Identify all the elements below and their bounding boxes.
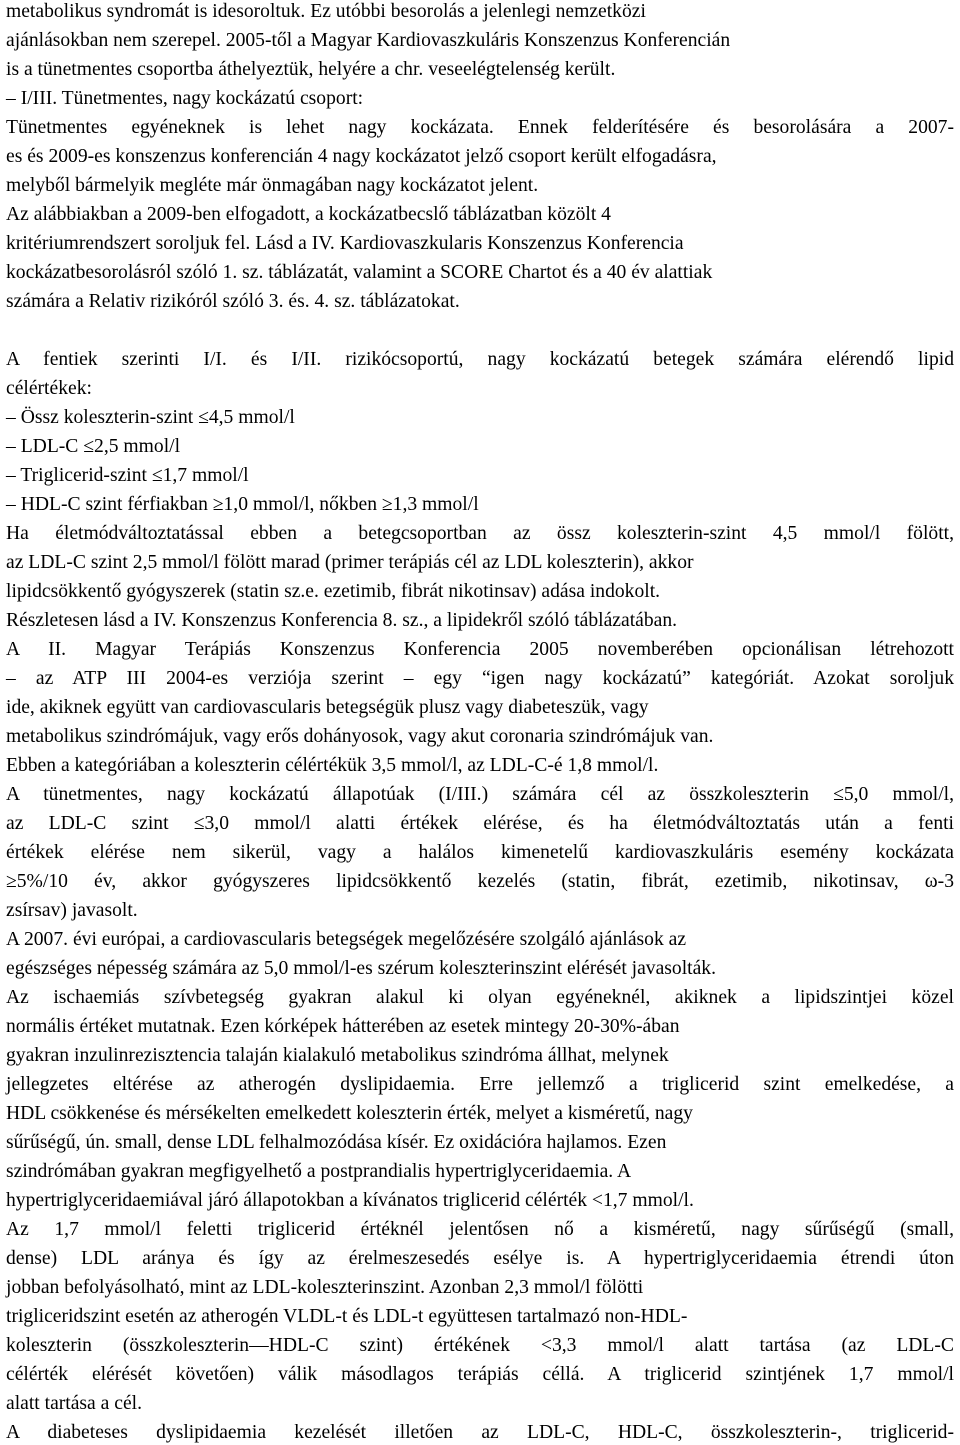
text-line: A tünetmentes, nagy kockázatú állapotúak (I/III.) számára cél az összkoleszterin ≤5,0 mmol/l, [6, 784, 954, 805]
text-line: Az 1,7 mmol/l feletti triglicerid értéknél jelentősen nő a kisméretű, nagy sűrűségű (small, [6, 1219, 954, 1240]
text-line: Részletesen lásd a IV. Konszenzus Konferencia 8. sz., a lipidekről szóló táblázatában. [6, 610, 678, 631]
text-line: ajánlásokban nem szerepel. 2005-től a Magyar Kardiovaszkuláris Konszenzus Konferencián [6, 30, 731, 51]
text-line: Ebben a kategóriában a koleszterin célértékük 3,5 mmol/l, az LDL-C-é 1,8 mmol/l. [6, 755, 659, 776]
text-line: A diabeteses dyslipidaemia kezelését illetően az LDL-C, HDL-C, összkoleszterin-, triglicerid- [6, 1422, 954, 1443]
text-line: Az ischaemiás szívbetegség gyakran alakul ki olyan egyéneknél, akiknek a lipidszintjei közel [6, 987, 954, 1008]
text-line: trigliceridszint esetén az atherogén VLDL-t és LDL-t együttesen tartalmazó non-HDL- [6, 1306, 688, 1327]
text-line: – az ATP III 2004-es verziója szerint – egy “igen nagy kockázatú” kategóriát. Azokat soroljuk [6, 668, 954, 689]
text-line: – Triglicerid-szint ≤1,7 mmol/l [6, 465, 249, 486]
text-line: ≥5%/10 év, akkor gyógyszeres lipidcsökkentő kezelés (statin, fibrát, ezetimib, nikotinsav, ω-3 [6, 871, 954, 892]
text-line: alatt tartása a cél. [6, 1393, 142, 1414]
text-line: A fentiek szerinti I/I. és I/II. rizikócsoportú, nagy kockázatú betegek számára elérendő lipid [6, 349, 954, 370]
text-line: metabolikus szindrómájuk, vagy erős dohányosok, vagy akut coronaria szindrómájuk van. [6, 726, 714, 747]
text-line: célérték elérését követően) válik másodlagos terápiás céllá. A triglicerid szintjének 1,7 mmol/l [6, 1364, 954, 1385]
text-line: is a tünetmentes csoportba áthelyeztük, helyére a chr. veseelégtelenség került. [6, 59, 616, 80]
text-line: az LDL-C szint 2,5 mmol/l fölött marad (primer terápiás cél az LDL koleszterin), akkor [6, 552, 694, 573]
text-line: lipidcsökkentő gyógyszerek (statin sz.e. ezetimib, fibrát nikotinsav) adása indokolt. [6, 581, 661, 602]
text-line: gyakran inzulinrezisztencia talaján kialakuló metabolikus szindróma állhat, melynek [6, 1045, 669, 1066]
text-line: metabolikus syndromát is idesoroltuk. Ez utóbbi besorolás a jelenlegi nemzetközi [6, 1, 646, 22]
text-line: szindrómában gyakran megfigyelhető a postprandialis hypertriglyceridaemia. A [6, 1161, 632, 1182]
text-line: – Össz koleszterin-szint ≤4,5 mmol/l [6, 407, 295, 428]
text-line: jobban befolyásolható, mint az LDL-koleszterinszint. Azonban 2,3 mmol/l fölötti [6, 1277, 644, 1298]
text-line: számára a Relativ rizikóról szóló 3. és. 4. sz. táblázatokat. [6, 291, 460, 312]
text-line: sűrűségű, ún. small, dense LDL felhalmozódása kísér. Ez oxidációra hajlamos. Ezen [6, 1132, 667, 1153]
text-line: az LDL-C szint ≤3,0 mmol/l alatti értékek elérése, és ha életmódváltoztatás után a fenti [6, 813, 954, 834]
text-line: – I/III. Tünetmentes, nagy kockázatú csoport: [6, 88, 364, 109]
text-line: melyből bármelyik megléte már önmagában nagy kockázatot jelent. [6, 175, 539, 196]
text-line: – LDL-C ≤2,5 mmol/l [6, 436, 181, 457]
text-line: egészséges népesség számára az 5,0 mmol/l-es szérum koleszterinszint elérését javasolták. [6, 958, 716, 979]
text-line: HDL csökkenése és mérsékelten emelkedett koleszterin érték, melyet a kisméretű, nagy [6, 1103, 693, 1124]
text-line: Az alábbiakban a 2009-ben elfogadott, a kockázatbecslő táblázatban közölt 4 [6, 204, 611, 225]
text-line: értékek elérése nem sikerül, vagy a halálos kimenetelű kardiovaszkuláris esemény kockázata [6, 842, 954, 863]
text-line: – HDL-C szint férfiakban ≥1,0 mmol/l, nőkben ≥1,3 mmol/l [6, 494, 479, 515]
text-line: ide, akiknek együtt van cardiovascularis betegségük plusz vagy diabeteszük, vagy [6, 697, 649, 718]
text-line: Ha életmódváltoztatással ebben a betegcsoportban az össz koleszterin-szint 4,5 mmol/l fölött, [6, 523, 954, 544]
text-line: hypertriglyceridaemiával járó állapotokban a kívánatos triglicerid célérték <1,7 mmol/l. [6, 1190, 694, 1211]
text-line: normális értéket mutatnak. Ezen kórképek hátterében az esetek mintegy 20-30%-ában [6, 1016, 680, 1037]
text-line: zsírsav) javasolt. [6, 900, 138, 921]
text-line: es és 2009-es konszenzus konferencián 4 nagy kockázatot jelző csoport került elfogadásra, [6, 146, 717, 167]
text-line: kritériumrendszert soroljuk fel. Lásd a IV. Kardiovaszkularis Konszenzus Konferencia [6, 233, 684, 254]
text-line: célértékek: [6, 378, 92, 399]
text-line: koleszterin (összkoleszterin―HDL-C szint) értékének <3,3 mmol/l alatt tartása (az LDL-C [6, 1335, 954, 1356]
text-line: A 2007. évi európai, a cardiovascularis betegségek megelőzésére szolgáló ajánlások az [6, 929, 687, 950]
text-line: dense) LDL aránya és így az érelmeszesedés esélye is. A hypertriglyceridaemia étrendi úton [6, 1248, 954, 1269]
text-line: Tünetmentes egyéneknek is lehet nagy kockázata. Ennek felderítésére és besorolására a 2007- [6, 117, 954, 138]
text-line: kockázatbesorolásról szóló 1. sz. táblázatát, valamint a SCORE Chartot és a 40 év alattiak [6, 262, 713, 283]
text-line: A II. Magyar Terápiás Konszenzus Konferencia 2005 novemberében opcionálisan létrehozott [6, 639, 954, 660]
text-line: jellegzetes eltérése az atherogén dyslipidaemia. Erre jellemző a triglicerid szint emelkedése, a [6, 1074, 954, 1095]
